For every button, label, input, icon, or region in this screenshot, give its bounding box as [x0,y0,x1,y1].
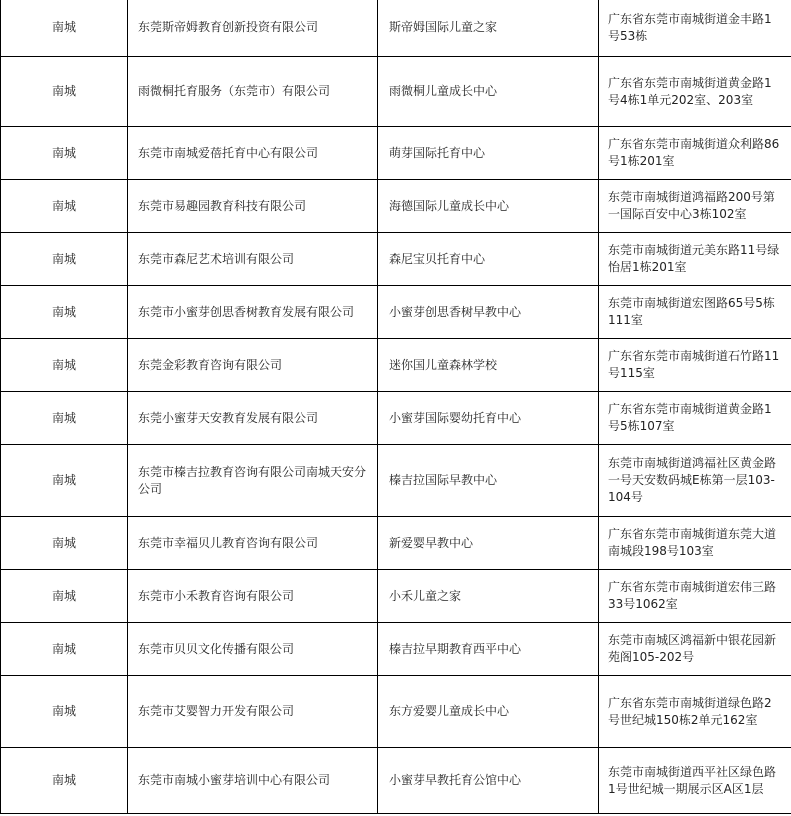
district-cell: 南城 [1,0,128,57]
address-cell: 东莞市南城街道鸿福社区黄金路一号天安数码城E栋第一层103-104号 [599,445,791,517]
table-row [1,339,791,392]
company-cell: 东莞市幸福贝儿教育咨询有限公司 [128,517,378,570]
table-row [1,57,791,127]
company-cell: 东莞市艾婴智力开发有限公司 [128,676,378,748]
company-cell: 东莞市南城爱蓓托育中心有限公司 [128,127,378,180]
district-cell: 南城 [1,748,128,814]
institution-cell: 海德国际儿童成长中心 [378,180,599,233]
company-cell: 东莞市榛吉拉教育咨询有限公司南城天安分公司 [128,445,378,517]
table-row [1,286,791,339]
address-cell: 广东省东莞市南城街道东莞大道南城段198号103室 [599,517,791,570]
table-row [1,676,791,748]
district-cell: 南城 [1,180,128,233]
district-cell: 南城 [1,286,128,339]
institution-cell: 榛吉拉国际早教中心 [378,445,599,517]
institution-cell: 小蜜芽国际婴幼托育中心 [378,392,599,445]
district-cell: 南城 [1,623,128,676]
table-row [1,392,791,445]
company-cell: 东莞市森尼艺术培训有限公司 [128,233,378,286]
address-cell: 东莞市南城街道鸿福路200号第一国际百安中心3栋102室 [599,180,791,233]
institution-cell: 斯帝姆国际儿童之家 [378,0,599,57]
institution-cell: 雨微桐儿童成长中心 [378,57,599,127]
institution-cell: 东方爱婴儿童成长中心 [378,676,599,748]
company-cell: 东莞市南城小蜜芽培训中心有限公司 [128,748,378,814]
address-cell: 广东省东莞市南城街道石竹路11号115室 [599,339,791,392]
table-row [1,127,791,180]
table-row [1,623,791,676]
address-cell: 广东省东莞市南城街道金丰路1号53栋 [599,0,791,57]
address-cell: 东莞市南城街道元美东路11号绿怡居1栋201室 [599,233,791,286]
company-cell: 东莞市小禾教育咨询有限公司 [128,570,378,623]
institution-cell: 小蜜芽早教托育公馆中心 [378,748,599,814]
table-row [1,233,791,286]
table-row [1,570,791,623]
table-row [1,180,791,233]
institution-cell: 小蜜芽创思香树早教中心 [378,286,599,339]
address-cell: 广东省东莞市南城街道黄金路1号5栋107室 [599,392,791,445]
institution-cell: 小禾儿童之家 [378,570,599,623]
address-cell: 广东省东莞市南城街道黄金路1号4栋1单元202室、203室 [599,57,791,127]
table-row [1,0,791,57]
district-cell: 南城 [1,676,128,748]
address-cell: 东莞市南城街道宏图路65号5栋111室 [599,286,791,339]
address-cell: 东莞市南城街道西平社区绿色路1号世纪城一期展示区A区1层 [599,748,791,814]
institution-cell: 迷你国儿童森林学校 [378,339,599,392]
company-cell: 东莞斯帝姆教育创新投资有限公司 [128,0,378,57]
district-cell: 南城 [1,392,128,445]
district-cell: 南城 [1,339,128,392]
institution-cell: 萌芽国际托育中心 [378,127,599,180]
address-cell: 广东省东莞市南城街道众利路86号1栋201室 [599,127,791,180]
district-cell: 南城 [1,57,128,127]
company-cell: 东莞市易趣园教育科技有限公司 [128,180,378,233]
address-cell: 东莞市南城区鸿福新中银花园新苑阁105-202号 [599,623,791,676]
institution-cell: 榛吉拉早期教育西平中心 [378,623,599,676]
district-cell: 南城 [1,517,128,570]
institution-cell: 新爱婴早教中心 [378,517,599,570]
company-cell: 东莞金彩教育咨询有限公司 [128,339,378,392]
district-cell: 南城 [1,570,128,623]
district-cell: 南城 [1,445,128,517]
address-cell: 广东省东莞市南城街道绿色路2号世纪城150栋2单元162室 [599,676,791,748]
district-cell: 南城 [1,233,128,286]
address-cell: 广东省东莞市南城街道宏伟三路33号1062室 [599,570,791,623]
district-cell: 南城 [1,127,128,180]
table-row [1,517,791,570]
institution-cell: 森尼宝贝托育中心 [378,233,599,286]
company-cell: 东莞市贝贝文化传播有限公司 [128,623,378,676]
table-row [1,445,791,517]
table-row [1,748,791,814]
company-cell: 东莞市小蜜芽创思香树教育发展有限公司 [128,286,378,339]
company-cell: 东莞小蜜芽天安教育发展有限公司 [128,392,378,445]
company-cell: 雨微桐托育服务（东莞市）有限公司 [128,57,378,127]
